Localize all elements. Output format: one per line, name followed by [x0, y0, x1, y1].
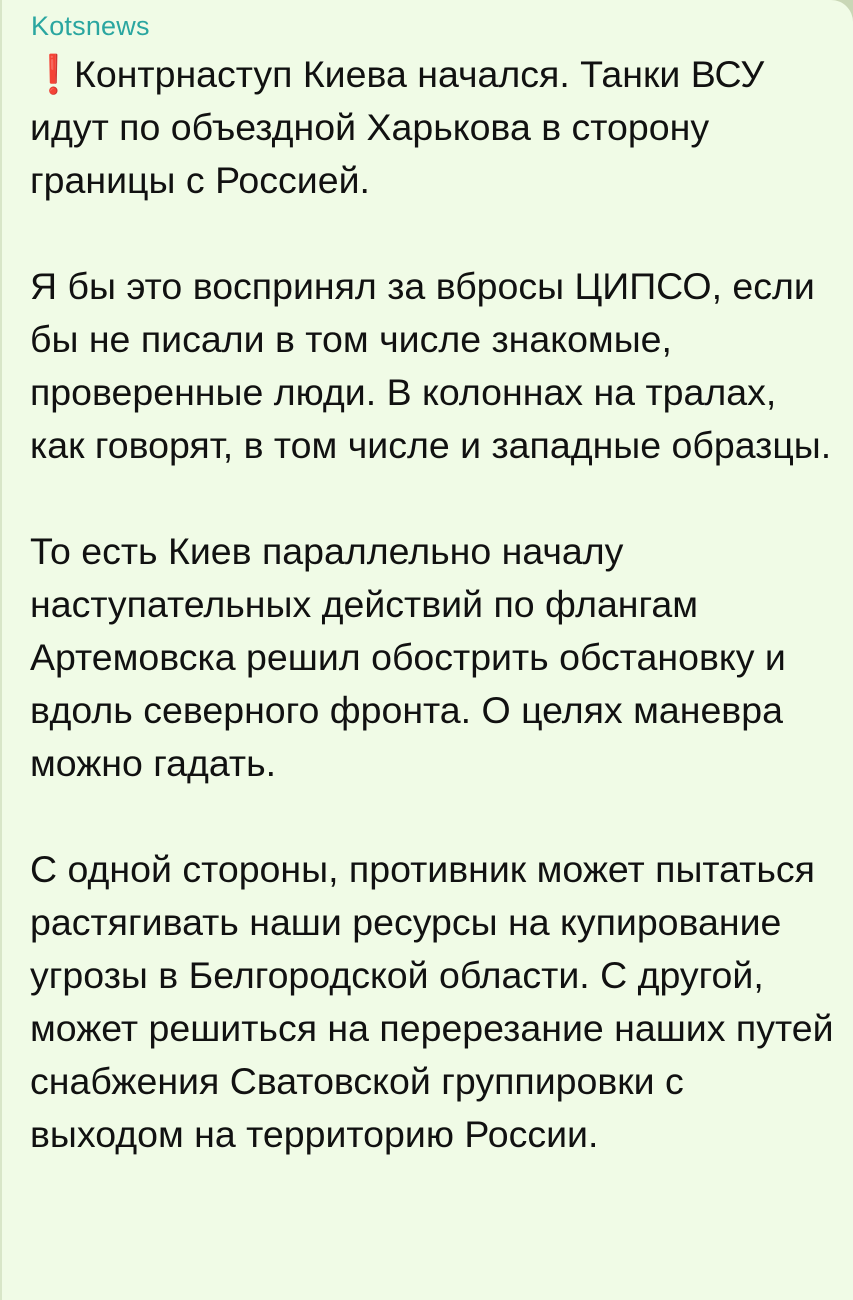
- message-paragraph-3: То есть Киев параллельно началу наступательных действий по флангам Артемовска решил обострить обстановку и вдоль северного фронта. О целях маневра можно гадать.: [30, 530, 786, 784]
- message-text: [30, 48, 835, 1161]
- red-exclamation-icon: ❗: [30, 53, 77, 95]
- paragraph-1-text: Контрнаступ Киева начался. Танки ВСУ идут по объездной Харькова в сторону границы с Россией.: [30, 53, 765, 201]
- message-paragraph-4: С одной стороны, противник может пытаться растягивать наши ресурсы на купирование угрозы в Белгородской области. С другой, может решиться на перерезание наших путей снабжения Сватовской группировки с выходом на территорию России.: [30, 848, 834, 1155]
- channel-name[interactable]: Kotsnews: [31, 11, 150, 41]
- message-paragraph-1: [30, 48, 835, 207]
- message-paragraph-2: Я бы это воспринял за вбросы ЦИПСО, если бы не писали в том числе знакомые, проверенные люди. В колоннах на тралах, как говорят, в том числе и западные образцы.: [30, 265, 832, 466]
